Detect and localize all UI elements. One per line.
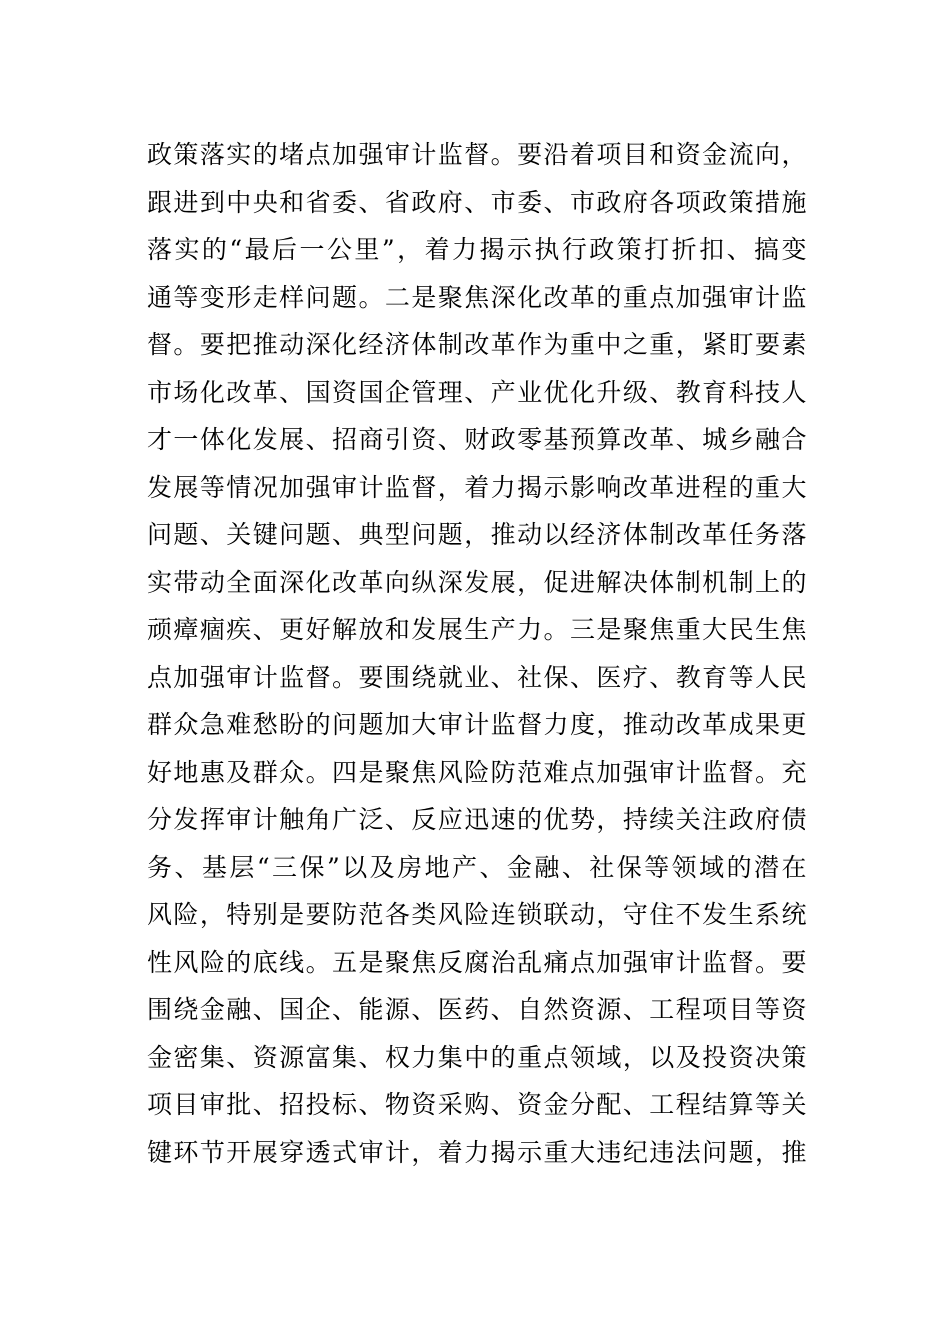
text-line: 金密集、资源富集、权力集中的重点领域，以及投资决策 — [147, 1042, 807, 1072]
text-line: 市场化改革、国资国企管理、产业优化升级、教育科技人 — [147, 377, 807, 407]
text-line: 好地惠及群众。四是聚焦风险防范难点加强审计监督。充 — [147, 757, 807, 787]
text-line: 跟进到中央和省委、省政府、市委、市政府各项政策措施 — [147, 187, 807, 217]
text-line: 围绕金融、国企、能源、医药、自然资源、工程项目等资 — [147, 995, 807, 1024]
text-line: 才一体化发展、招商引资、财政零基预算改革、城乡融合 — [147, 425, 807, 454]
text-line: 点加强审计监督。要围绕就业、社保、医疗、教育等人民 — [147, 662, 807, 692]
text-line: 分发挥审计触角广泛、反应迅速的优势，持续关注政府债 — [147, 805, 807, 834]
text-line: 问题、关键问题、典型问题，推动以经济体制改革任务落 — [147, 520, 807, 549]
text-line: 键环节开展穿透式审计，着力揭示重大违纪违法问题，推 — [147, 1137, 807, 1167]
text-line: 项目审批、招投标、物资采购、资金分配、工程结算等关 — [147, 1090, 807, 1119]
text-line: 发展等情况加强审计监督，着力揭示影响改革进程的重大 — [147, 472, 807, 502]
text-line: 政策落实的堵点加强审计监督。要沿着项目和资金流向， — [147, 140, 807, 169]
text-line: 落实的“最后一公里”，着力揭示执行政策打折扣、搞变 — [147, 235, 807, 264]
body-paragraph — [147, 131, 807, 1176]
text-line: 务、基层“三保”以及房地产、金融、社保等领域的潜在 — [147, 852, 807, 882]
text-line: 风险，特别是要防范各类风险连锁联动，守住不发生系统 — [147, 900, 807, 929]
text-line: 顽瘴痼疾、更好解放和发展生产力。三是聚焦重大民生焦 — [147, 615, 807, 644]
text-line: 督。要把推动深化经济体制改革作为重中之重，紧盯要素 — [147, 330, 807, 359]
text-line: 群众急难愁盼的问题加大审计监督力度，推动改革成果更 — [147, 710, 807, 739]
text-line: 通等变形走样问题。二是聚焦深化改革的重点加强审计监 — [147, 282, 807, 312]
text-line: 性风险的底线。五是聚焦反腐治乱痛点加强审计监督。要 — [147, 947, 807, 977]
text-line: 实带动全面深化改革向纵深发展，促进解决体制机制上的 — [147, 567, 807, 597]
